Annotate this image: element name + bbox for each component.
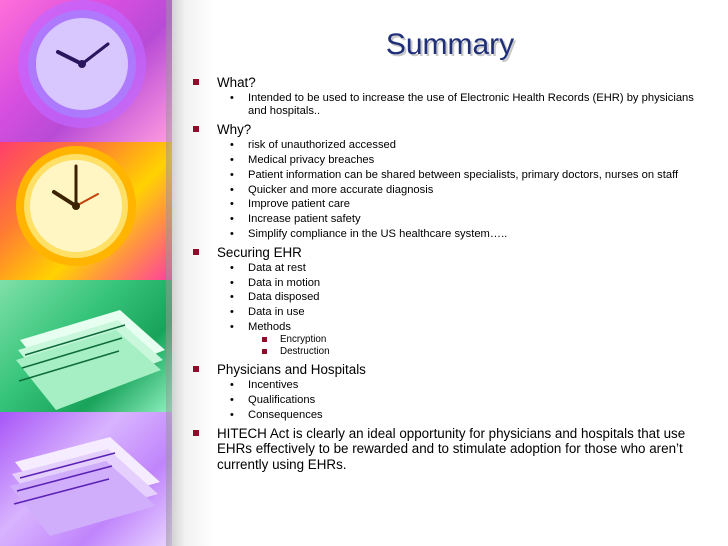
slide-body xyxy=(190,73,700,472)
round-bullet-icon: • xyxy=(230,198,234,211)
round-bullet-icon: • xyxy=(230,154,234,167)
list-item xyxy=(217,198,700,211)
nested-subitems xyxy=(248,334,700,358)
section-item xyxy=(190,245,700,358)
clock-icon xyxy=(0,142,172,280)
list-item-text: Data disposed xyxy=(248,291,320,304)
section-label: Physicians and Hospitals xyxy=(217,362,366,378)
list-item-text: Data at rest xyxy=(248,261,306,274)
square-bullet-icon xyxy=(193,430,199,436)
list-item-text: Methods xyxy=(248,320,291,333)
green-papers-panel xyxy=(0,280,172,412)
list-item-text: Destruction xyxy=(280,346,330,358)
orange-clock-panel xyxy=(0,142,172,280)
section-label: HITECH Act is clearly an ideal opportunity for physicians and hospitals that use EHRs effectively to be rewarded and to stimulate adoption for those who aren’t currently using EHRs. xyxy=(217,425,686,472)
section-label: Why? xyxy=(217,122,252,138)
list-item-text: Increase patient safety xyxy=(248,212,361,225)
square-bullet-icon xyxy=(193,366,199,372)
list-item xyxy=(248,334,700,346)
list-item xyxy=(217,394,700,407)
list-item-text: Incentives xyxy=(248,379,299,392)
list-item xyxy=(248,346,700,358)
list-item-text: Qualifications xyxy=(248,393,316,406)
paper-stack-icon xyxy=(0,412,172,546)
list-item xyxy=(217,409,700,422)
section-label: What? xyxy=(217,75,256,90)
square-bullet-icon xyxy=(262,337,267,342)
section-item xyxy=(190,122,700,240)
slide-title: Summary xyxy=(385,28,515,61)
round-bullet-icon: • xyxy=(230,305,234,318)
square-bullet-icon xyxy=(262,349,267,354)
section-subitems xyxy=(217,92,700,118)
round-bullet-icon: • xyxy=(230,291,234,304)
list-item-text: risk of unauthorized accessed xyxy=(248,139,397,152)
purple-papers-panel xyxy=(0,412,172,546)
round-bullet-icon: • xyxy=(230,276,234,289)
list-item xyxy=(217,169,700,182)
list-item xyxy=(217,228,700,241)
list-item xyxy=(217,139,700,152)
list-item xyxy=(217,321,700,359)
list-item-text: Quicker and more accurate diagnosis xyxy=(248,183,434,196)
round-bullet-icon: • xyxy=(230,212,234,225)
list-item-text: Intended to be used to increase the use of Electronic Health Records (EHR) by physicians and hospitals.. xyxy=(248,92,694,118)
square-bullet-icon xyxy=(193,79,199,85)
round-bullet-icon: • xyxy=(230,183,234,196)
list-item-text: Encryption xyxy=(280,333,327,345)
list-item-text: Consequences xyxy=(248,408,323,421)
list-item xyxy=(217,277,700,290)
section-label: Securing EHR xyxy=(217,244,302,260)
section-item xyxy=(190,75,700,118)
list-item xyxy=(217,262,700,275)
list-item xyxy=(217,213,700,226)
section-subitems xyxy=(217,139,700,240)
round-bullet-icon: • xyxy=(230,92,234,104)
list-item-text: Data in motion xyxy=(248,276,321,289)
list-item-text: Patient information can be shared between specialists, primary doctors, nurses on staff xyxy=(248,168,679,181)
section-item xyxy=(190,362,700,422)
section-item xyxy=(190,426,700,473)
round-bullet-icon: • xyxy=(230,408,234,421)
list-item-text: Medical privacy breaches xyxy=(248,154,375,167)
list-item xyxy=(217,306,700,319)
round-bullet-icon: • xyxy=(230,393,234,406)
round-bullet-icon: • xyxy=(230,227,234,240)
paper-stack-icon xyxy=(0,280,172,412)
list-item xyxy=(217,154,700,167)
decorative-image-strip xyxy=(0,0,172,546)
section-subitems xyxy=(217,379,700,422)
round-bullet-icon: • xyxy=(230,320,234,333)
list-item xyxy=(217,291,700,304)
clock-icon xyxy=(0,0,172,142)
list-item-text: Simplify compliance in the US healthcare system….. xyxy=(248,227,508,240)
section-subitems xyxy=(217,262,700,358)
list-item xyxy=(217,92,700,118)
summary-outline xyxy=(190,75,700,472)
round-bullet-icon: • xyxy=(230,379,234,392)
square-bullet-icon xyxy=(193,126,199,132)
round-bullet-icon: • xyxy=(230,168,234,181)
list-item xyxy=(217,379,700,392)
round-bullet-icon: • xyxy=(230,261,234,274)
purple-clock-panel xyxy=(0,0,172,142)
list-item-text: Data in use xyxy=(248,305,305,318)
list-item xyxy=(217,184,700,197)
list-item-text: Improve patient care xyxy=(248,198,350,211)
round-bullet-icon: • xyxy=(230,139,234,152)
square-bullet-icon xyxy=(193,249,199,255)
